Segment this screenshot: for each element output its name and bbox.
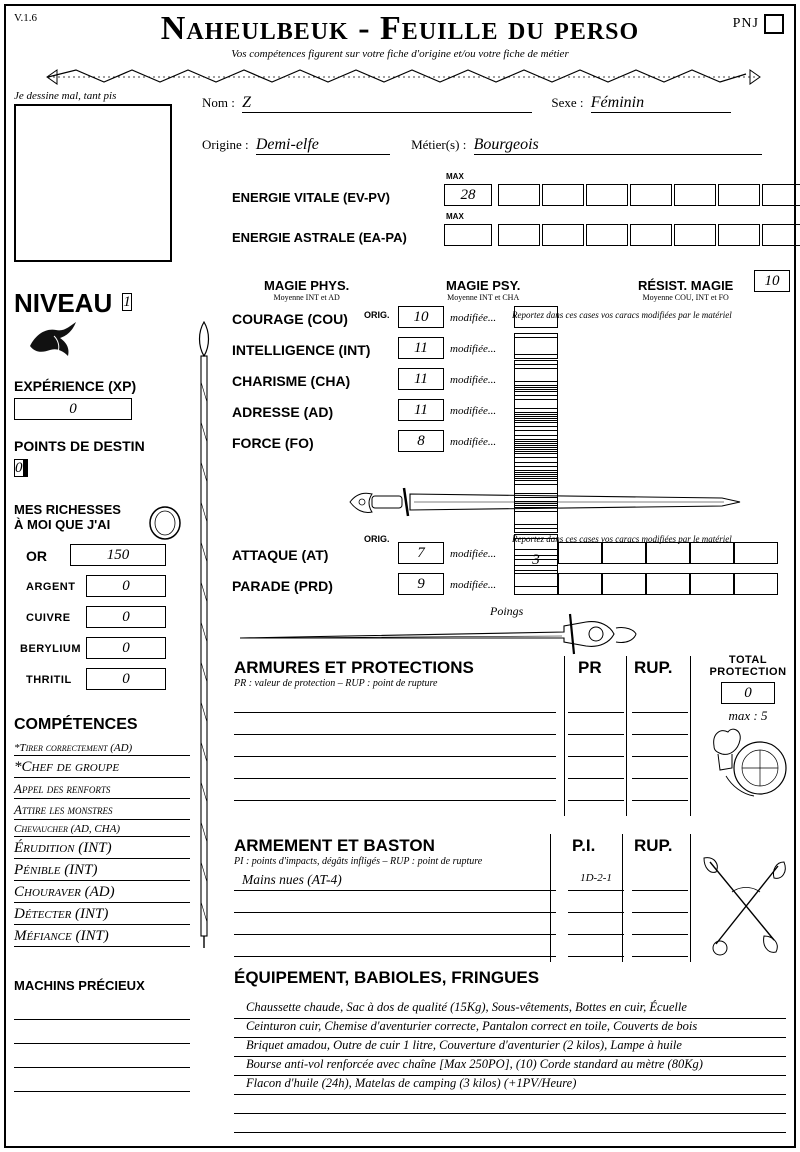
machins-title: MACHINS PRÉCIEUX bbox=[14, 978, 145, 993]
armures-row bbox=[234, 694, 694, 716]
money-value-thritil[interactable]: 0 bbox=[86, 668, 166, 690]
carac-name-fo: FORCE (FO) bbox=[232, 435, 314, 451]
armement-title: ARMEMENT ET BASTON bbox=[234, 836, 435, 855]
origine-label: Origine : bbox=[202, 137, 249, 152]
armement-pi[interactable] bbox=[568, 938, 624, 957]
energie-vitale-label: ENERGIE VITALE (EV-PV) bbox=[232, 190, 390, 205]
destin-value-3[interactable] bbox=[26, 459, 28, 477]
niveau-value[interactable]: 1 bbox=[123, 294, 131, 310]
combat-orig-prd[interactable]: 9 bbox=[398, 573, 444, 595]
combat-mod-box[interactable] bbox=[690, 573, 734, 595]
armement-rows bbox=[234, 872, 694, 960]
ea-max-value[interactable] bbox=[444, 224, 492, 246]
armement-name[interactable]: Mains nues (AT-4) bbox=[234, 872, 556, 891]
money-label-cuivre: CUIVRE bbox=[26, 612, 71, 624]
combat-mod-box[interactable] bbox=[734, 573, 778, 595]
xp-group bbox=[14, 378, 136, 420]
competences-title: COMPÉTENCES bbox=[14, 716, 138, 733]
total-protection-title-2: PROTECTION bbox=[709, 666, 787, 678]
origine-metier-field bbox=[202, 136, 787, 155]
competence-item[interactable]: Appel des renforts bbox=[14, 781, 190, 799]
total-protection-group bbox=[702, 654, 794, 724]
page-title: Naheulbeuk - Feuille du perso bbox=[160, 10, 640, 47]
destin-group bbox=[14, 438, 145, 479]
equipement-title: ÉQUIPEMENT, BABIOLES, FRINGUES bbox=[234, 968, 540, 987]
combat-mod-box[interactable] bbox=[646, 542, 690, 564]
combat-mod-box[interactable] bbox=[558, 573, 602, 595]
total-protection-value[interactable]: 0 bbox=[721, 682, 775, 704]
carac-row bbox=[232, 430, 532, 461]
carac-mod-label: modifiée... bbox=[450, 374, 497, 386]
caracs-group bbox=[232, 306, 532, 461]
armures-divider-2 bbox=[626, 656, 627, 816]
machins-line[interactable] bbox=[14, 1076, 190, 1092]
total-protection-title-1: TOTAL bbox=[728, 654, 768, 666]
niveau-group bbox=[14, 288, 132, 319]
nom-label: Nom : bbox=[202, 95, 235, 110]
armures-name[interactable] bbox=[234, 694, 556, 713]
caracs-note: Reportez dans ces cases vos caracs modifiées par le matériel bbox=[512, 310, 732, 320]
ea-box[interactable] bbox=[630, 224, 672, 246]
armures-pr[interactable] bbox=[568, 760, 624, 779]
equipement-line[interactable]: Flacon d'huile (24h), Matelas de camping (3 kilos) (+1PV/Heure) bbox=[234, 1076, 786, 1095]
ea-max-tag: MAX bbox=[446, 212, 464, 221]
equipement-line[interactable] bbox=[234, 1114, 786, 1133]
combat-mod-boxes bbox=[514, 573, 778, 600]
magie-phys-label: MAGIE PHYS. bbox=[264, 278, 350, 293]
money-label-argent: ARGENT bbox=[26, 581, 76, 593]
combat-name-prd: PARADE (PRD) bbox=[232, 578, 333, 594]
resist-magie-value[interactable]: 10 bbox=[754, 270, 790, 292]
character-sheet bbox=[4, 4, 796, 1148]
pnj-checkbox[interactable] bbox=[764, 14, 784, 34]
armures-rup[interactable] bbox=[632, 694, 688, 713]
armement-rup[interactable] bbox=[632, 872, 688, 891]
armures-col-rup: RUP. bbox=[634, 658, 673, 677]
armures-pr[interactable] bbox=[568, 782, 624, 801]
magie-phys-sub: Moyenne INT et AD bbox=[273, 293, 340, 302]
nom-value[interactable]: Z bbox=[242, 94, 252, 111]
money-row bbox=[14, 668, 194, 699]
equipement-lines bbox=[234, 1000, 786, 1133]
carac-row bbox=[232, 368, 532, 399]
carac-row bbox=[232, 399, 532, 430]
combat-row bbox=[232, 573, 792, 604]
competence-item[interactable]: Pénible (INT) bbox=[14, 862, 190, 881]
ev-max-value[interactable]: 28 bbox=[444, 184, 492, 206]
combat-footnote: Poings bbox=[490, 604, 524, 618]
ea-box[interactable] bbox=[762, 224, 800, 246]
money-value-argent[interactable]: 0 bbox=[86, 575, 166, 597]
machins-line[interactable] bbox=[14, 1028, 190, 1044]
combat-mod-boxes bbox=[514, 542, 778, 571]
sexe-label: Sexe : bbox=[551, 95, 584, 110]
machins-line[interactable] bbox=[14, 1052, 190, 1068]
dragon-icon bbox=[26, 316, 82, 366]
armures-name[interactable] bbox=[234, 716, 556, 735]
ea-box[interactable] bbox=[498, 224, 540, 246]
carac-row bbox=[232, 306, 532, 337]
combat-group bbox=[232, 542, 792, 618]
armures-name[interactable] bbox=[234, 760, 556, 779]
carac-mod-label: modifiée... bbox=[450, 312, 497, 324]
magie-psy-label: MAGIE PSY. bbox=[446, 278, 521, 293]
pnj-label: PNJ bbox=[732, 16, 759, 32]
magie-psy-group bbox=[446, 278, 520, 302]
carac-mod-label: modifiée... bbox=[450, 436, 497, 448]
equipement-line[interactable]: Briquet amadou, Outre de cuir 1 litre, Couverture d'aventurier (2 kilos), Lampe à huile bbox=[234, 1038, 786, 1057]
combat-orig-label: ORIG. bbox=[364, 534, 390, 544]
carac-orig-ad[interactable]: 11 bbox=[398, 399, 444, 421]
armement-table bbox=[234, 836, 694, 867]
armement-col-rup: RUP. bbox=[634, 836, 673, 855]
armement-name[interactable] bbox=[234, 938, 556, 957]
carac-mod-box[interactable] bbox=[514, 337, 558, 359]
armement-pi[interactable] bbox=[568, 916, 624, 935]
combat-row bbox=[232, 542, 792, 573]
competences-list bbox=[14, 742, 190, 950]
combat-mod-label: modifiée... bbox=[450, 579, 497, 591]
ev-box[interactable] bbox=[498, 184, 540, 206]
carac-name-ad: ADRESSE (AD) bbox=[232, 404, 334, 420]
armement-row bbox=[234, 894, 694, 916]
armures-pr[interactable] bbox=[568, 738, 624, 757]
ev-max-tag: MAX bbox=[446, 172, 464, 181]
armures-row bbox=[234, 782, 694, 804]
armement-rup[interactable] bbox=[632, 938, 688, 957]
portrait-box[interactable] bbox=[14, 104, 172, 262]
ev-box[interactable] bbox=[630, 184, 672, 206]
page-subtitle: Vos compétences figurent sur votre fiche d'origine et/ou votre fiche de métier bbox=[231, 48, 569, 60]
equipement-line[interactable]: Bourse anti-vol renforcée avec chaîne [Max 250PO], (10) Corde standard au mètre (80Kg) bbox=[234, 1057, 786, 1076]
carac-mod-label: modifiée... bbox=[450, 343, 497, 355]
armures-row bbox=[234, 760, 694, 782]
carac-name-cou: COURAGE (COU) bbox=[232, 311, 348, 327]
armures-row bbox=[234, 738, 694, 760]
resist-magie-sub: Moyenne COU, INT et FO bbox=[642, 293, 729, 302]
magie-phys-group bbox=[264, 278, 349, 302]
machins-line[interactable] bbox=[14, 1004, 190, 1020]
ev-box[interactable] bbox=[762, 184, 800, 206]
xp-label: EXPÉRIENCE (XP) bbox=[14, 378, 137, 394]
armures-sub: PR : valeur de protection – RUP : point de rupture bbox=[234, 678, 438, 689]
combat-mod-box[interactable] bbox=[558, 542, 602, 564]
combat-name-at: ATTAQUE (AT) bbox=[232, 547, 329, 563]
version-label: V.1.6 bbox=[14, 12, 38, 24]
competence-item[interactable]: Chevaucher (AD, CHA) bbox=[14, 823, 190, 837]
armement-name[interactable] bbox=[234, 894, 556, 913]
pnj-field bbox=[733, 14, 784, 34]
money-row bbox=[14, 575, 194, 606]
staff-icon bbox=[192, 312, 216, 952]
ev-box[interactable] bbox=[674, 184, 716, 206]
armement-divider-1 bbox=[550, 834, 551, 962]
armement-divider-2 bbox=[622, 834, 623, 962]
combat-orig-at[interactable]: 7 bbox=[398, 542, 444, 564]
carac-mod-box[interactable] bbox=[514, 368, 558, 390]
armement-col-pi: P.I. bbox=[572, 836, 596, 855]
armement-pi[interactable] bbox=[568, 894, 624, 913]
carac-row bbox=[232, 337, 532, 368]
armement-rup[interactable] bbox=[632, 894, 688, 913]
armures-pr[interactable] bbox=[568, 694, 624, 713]
carac-orig-cha[interactable]: 11 bbox=[398, 368, 444, 390]
niveau-label: NIVEAU bbox=[14, 288, 113, 318]
competence-item[interactable]: *Chef de groupe bbox=[14, 759, 190, 778]
machins-list bbox=[14, 1004, 190, 1100]
combat-mod-box[interactable] bbox=[690, 542, 734, 564]
armement-name[interactable] bbox=[234, 916, 556, 935]
armement-row bbox=[234, 938, 694, 960]
carac-mod-box[interactable] bbox=[514, 306, 558, 328]
carac-mod-box[interactable] bbox=[514, 399, 558, 421]
ev-box[interactable] bbox=[586, 184, 628, 206]
carac-mod-box[interactable] bbox=[514, 457, 558, 479]
ea-box[interactable] bbox=[586, 224, 628, 246]
armures-rows bbox=[234, 694, 694, 804]
money-row bbox=[14, 544, 194, 575]
magie-psy-sub: Moyenne INT et CHA bbox=[447, 293, 520, 302]
money-value-berylium[interactable]: 0 bbox=[86, 637, 166, 659]
ea-box[interactable] bbox=[674, 224, 716, 246]
equipement-line[interactable]: Chaussette chaude, Sac à dos de qualité (15Kg), Sous-vêtements, Bottes en cuir, Écuelle bbox=[234, 1000, 786, 1019]
armement-row bbox=[234, 916, 694, 938]
total-protection-max: max : 5 bbox=[728, 708, 768, 723]
competence-item[interactable]: Détecter (INT) bbox=[14, 906, 190, 925]
money-row bbox=[14, 637, 194, 668]
sexe-value[interactable]: Féminin bbox=[590, 94, 645, 111]
money-row bbox=[14, 606, 194, 637]
combat-mod-box[interactable] bbox=[602, 573, 646, 595]
carac-name-int: INTELLIGENCE (INT) bbox=[232, 342, 371, 358]
ev-box[interactable] bbox=[718, 184, 760, 206]
armures-col-pr: PR bbox=[578, 658, 602, 677]
armures-rup[interactable] bbox=[632, 760, 688, 779]
armures-divider-1 bbox=[564, 656, 565, 816]
competence-item[interactable]: *Tirer correctement (AD) bbox=[14, 742, 190, 756]
destin-label: POINTS DE DESTIN bbox=[14, 438, 145, 454]
metier-label: Métier(s) : bbox=[411, 137, 467, 152]
armement-rup[interactable] bbox=[632, 916, 688, 935]
resist-magie-group bbox=[638, 278, 733, 302]
combat-mod-label: modifiée... bbox=[450, 548, 497, 560]
ea-box[interactable] bbox=[542, 224, 584, 246]
competence-item[interactable]: Érudition (INT) bbox=[14, 840, 190, 859]
armures-pr[interactable] bbox=[568, 716, 624, 735]
ea-box[interactable] bbox=[718, 224, 760, 246]
carac-orig-fo[interactable]: 8 bbox=[398, 430, 444, 452]
armures-rup[interactable] bbox=[632, 738, 688, 757]
destin-value-1[interactable]: 0 bbox=[15, 460, 23, 476]
portrait-label: Je dessine mal, tant pis bbox=[14, 90, 117, 102]
sword-icon-2 bbox=[234, 612, 654, 658]
equipement-line[interactable] bbox=[234, 1095, 786, 1114]
carac-mod-label: modifiée... bbox=[450, 405, 497, 417]
armures-table bbox=[234, 658, 694, 689]
armures-name[interactable] bbox=[234, 738, 556, 757]
ev-box[interactable] bbox=[542, 184, 584, 206]
carac-orig-int[interactable]: 11 bbox=[398, 337, 444, 359]
armement-row bbox=[234, 872, 694, 894]
combat-mod-box[interactable] bbox=[734, 542, 778, 564]
money-value-cuivre[interactable]: 0 bbox=[86, 606, 166, 628]
money-label-berylium: BERYLIUM bbox=[20, 643, 82, 655]
armures-divider-3 bbox=[690, 656, 691, 816]
nom-field bbox=[202, 94, 787, 113]
xp-value[interactable]: 0 bbox=[14, 398, 132, 420]
competence-item[interactable]: Chouraver (AD) bbox=[14, 884, 190, 903]
armement-sub: PI : points d'impacts, dégâts infligés – RUP : point de rupture bbox=[234, 856, 483, 867]
metier-value[interactable]: Bourgeois bbox=[473, 136, 539, 153]
richesses-rows bbox=[14, 544, 194, 699]
competence-item[interactable]: Attire les monstres bbox=[14, 802, 190, 820]
carac-name-cha: CHARISME (CHA) bbox=[232, 373, 351, 389]
resist-magie-label: RÉSIST. MAGIE bbox=[638, 278, 734, 293]
combat-mod-box[interactable] bbox=[514, 573, 558, 595]
richesses-title-2: À MOI QUE J'AI bbox=[14, 517, 111, 532]
equipement-line[interactable]: Ceinturon cuir, Chemise d'aventurier correcte, Pantalon correct en toile, Couverts de bois bbox=[234, 1019, 786, 1038]
richesses-title-1: MES RICHESSES bbox=[14, 502, 121, 517]
armement-pi[interactable]: 1D-2-1 bbox=[568, 872, 624, 891]
money-label-thritil: THRITIL bbox=[26, 674, 72, 686]
armures-name[interactable] bbox=[234, 782, 556, 801]
armement-divider-3 bbox=[690, 834, 691, 962]
coin-icon bbox=[146, 504, 184, 542]
competence-item[interactable]: Méfiance (INT) bbox=[14, 928, 190, 947]
spear-divider-icon bbox=[46, 64, 761, 90]
origine-value[interactable]: Demi-elfe bbox=[255, 136, 319, 153]
combat-note: Reportez dans ces cases vos caracs modifiées par le matériel bbox=[512, 534, 732, 544]
caracs-orig-label: ORIG. bbox=[364, 310, 390, 320]
armures-title: ARMURES ET PROTECTIONS bbox=[234, 658, 474, 677]
energie-astrale-label: ENERGIE ASTRALE (EA-PA) bbox=[232, 230, 407, 245]
sword-icon bbox=[342, 480, 746, 524]
combat-mod-box[interactable] bbox=[646, 573, 690, 595]
money-value-or[interactable]: 150 bbox=[70, 544, 166, 566]
carac-orig-cou[interactable]: 10 bbox=[398, 306, 444, 328]
armures-row bbox=[234, 716, 694, 738]
combat-mod-box[interactable] bbox=[602, 542, 646, 564]
armures-rup[interactable] bbox=[632, 716, 688, 735]
combat-mod-box[interactable]: 3 bbox=[514, 549, 558, 571]
helmet-shield-icon bbox=[698, 724, 794, 810]
carac-mod-box[interactable] bbox=[514, 430, 558, 452]
money-label-or: OR bbox=[26, 548, 47, 564]
armures-rup[interactable] bbox=[632, 782, 688, 801]
crossed-weapons-icon bbox=[696, 852, 796, 960]
